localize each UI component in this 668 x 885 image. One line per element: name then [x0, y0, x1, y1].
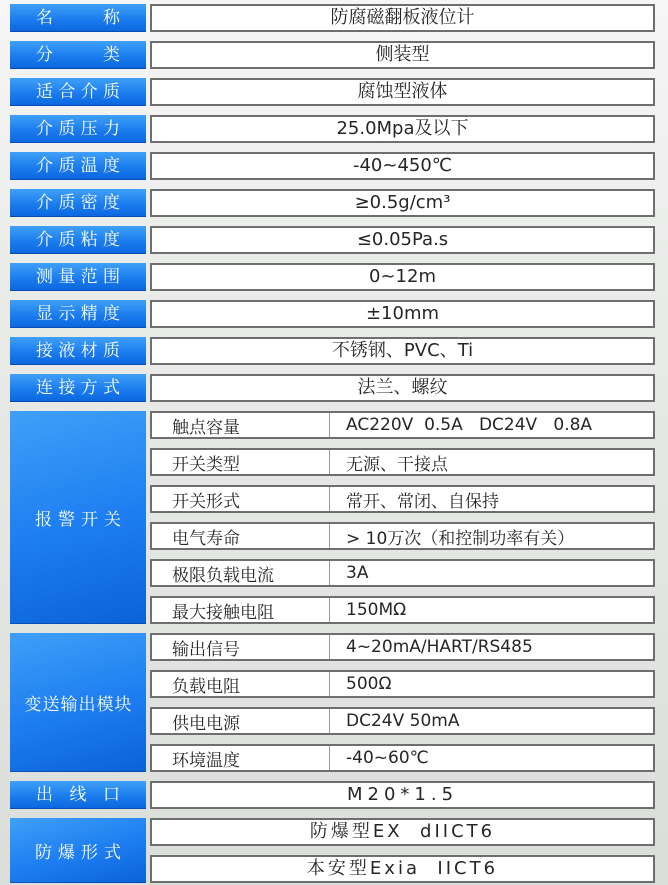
subrow-name: 供电电源 [172, 713, 240, 734]
spec-label: 接液材质 [10, 337, 146, 365]
alarm-switch-rows [150, 411, 655, 624]
explosion-proof-type-ex: 防爆型EX dIICT6 [150, 818, 655, 846]
spec-value: ±10mm [150, 300, 655, 328]
subrow-name: 开关形式 [172, 491, 240, 512]
subrow-switch-form [150, 485, 655, 513]
subrow-value: 常开、常闭、自保持 [346, 491, 499, 512]
spec-label: 介质密度 [10, 189, 146, 217]
spec-label: 分类 [10, 41, 146, 69]
spec-value: M20*1.5 [150, 781, 655, 809]
subrow-limit-load-current [150, 559, 655, 587]
subrow-value: 150MΩ [346, 600, 407, 620]
spec-row-measuring-range [10, 263, 655, 291]
spec-row-medium-viscosity [10, 226, 655, 254]
spec-row-name [10, 4, 655, 32]
alarm-switch-label: 报警开关 [10, 411, 146, 624]
spec-row-medium-pressure [10, 115, 655, 143]
subrow-power-supply [150, 707, 655, 735]
subrow-value: 500Ω [346, 674, 392, 694]
explosion-proof-group [10, 818, 655, 883]
spec-label: 名称 [10, 4, 146, 32]
spec-label: 显示精度 [10, 300, 146, 328]
spec-value: ≤0.05Pa.s [150, 226, 655, 254]
subrow-value: > 10万次（和控制功率有关） [346, 528, 575, 549]
transmitter-module-group [10, 633, 655, 772]
spec-row-wetted-material [10, 337, 655, 365]
spec-label: 介质压力 [10, 115, 146, 143]
spec-value: ≥0.5g/cm³ [150, 189, 655, 217]
subrow-switch-type [150, 448, 655, 476]
spec-value: 侧装型 [150, 41, 655, 69]
subrow-max-contact-resistance [150, 596, 655, 624]
alarm-switch-group [10, 411, 655, 624]
spec-label: 适合介质 [10, 78, 146, 106]
subrow-electrical-life [150, 522, 655, 550]
explosion-proof-type-exia: 本安型Exia IICT6 [150, 855, 655, 883]
spec-value: 不锈钢、PVC、Ti [150, 337, 655, 365]
spec-row-medium-density [10, 189, 655, 217]
spec-row-cable-outlet [10, 781, 655, 809]
spec-value: 25.0Mpa及以下 [150, 115, 655, 143]
spec-label: 介质温度 [10, 152, 146, 180]
spec-value: 防腐磁翻板液位计 [150, 4, 655, 32]
spec-row-suitable-medium [10, 78, 655, 106]
subrow-name: 输出信号 [172, 639, 240, 660]
spec-label: 连接方式 [10, 374, 146, 402]
subrow-value: 4~20mA/HART/RS485 [346, 637, 533, 657]
subrow-value: 3A [346, 563, 369, 583]
spec-value: -40~450℃ [150, 152, 655, 180]
explosion-proof-label: 防爆形式 [10, 818, 146, 883]
spec-value: 法兰、螺纹 [150, 374, 655, 402]
spec-value: 0~12m [150, 263, 655, 291]
spec-row-medium-temperature [10, 152, 655, 180]
spec-row-category [10, 41, 655, 69]
subrow-name: 负载电阻 [172, 676, 240, 697]
subrow-load-resistance [150, 670, 655, 698]
subrow-ambient-temperature [150, 744, 655, 772]
subrow-output-signal [150, 633, 655, 661]
spec-label: 测量范围 [10, 263, 146, 291]
subrow-value: 无源、干接点 [346, 454, 448, 475]
spec-label: 出线口 [10, 781, 146, 809]
explosion-proof-rows [150, 818, 655, 883]
transmitter-module-rows [150, 633, 655, 772]
spec-row-connection-type [10, 374, 655, 402]
subrow-value: AC220V 0.5A DC24V 0.8A [346, 415, 593, 435]
spec-label: 介质粘度 [10, 226, 146, 254]
subrow-name: 最大接触电阻 [172, 602, 274, 623]
spec-row-display-accuracy [10, 300, 655, 328]
subrow-name: 触点容量 [172, 417, 240, 438]
subrow-name: 环境温度 [172, 750, 240, 771]
subrow-name: 开关类型 [172, 454, 240, 475]
spec-value: 腐蚀型液体 [150, 78, 655, 106]
subrow-value: -40~60℃ [346, 748, 429, 768]
subrow-contact-capacity [150, 411, 655, 439]
subrow-value: DC24V 50mA [346, 711, 460, 731]
subrow-name: 极限负载电流 [172, 565, 274, 586]
transmitter-module-label: 变送输出模块 [10, 633, 146, 772]
subrow-name: 电气寿命 [172, 528, 240, 549]
